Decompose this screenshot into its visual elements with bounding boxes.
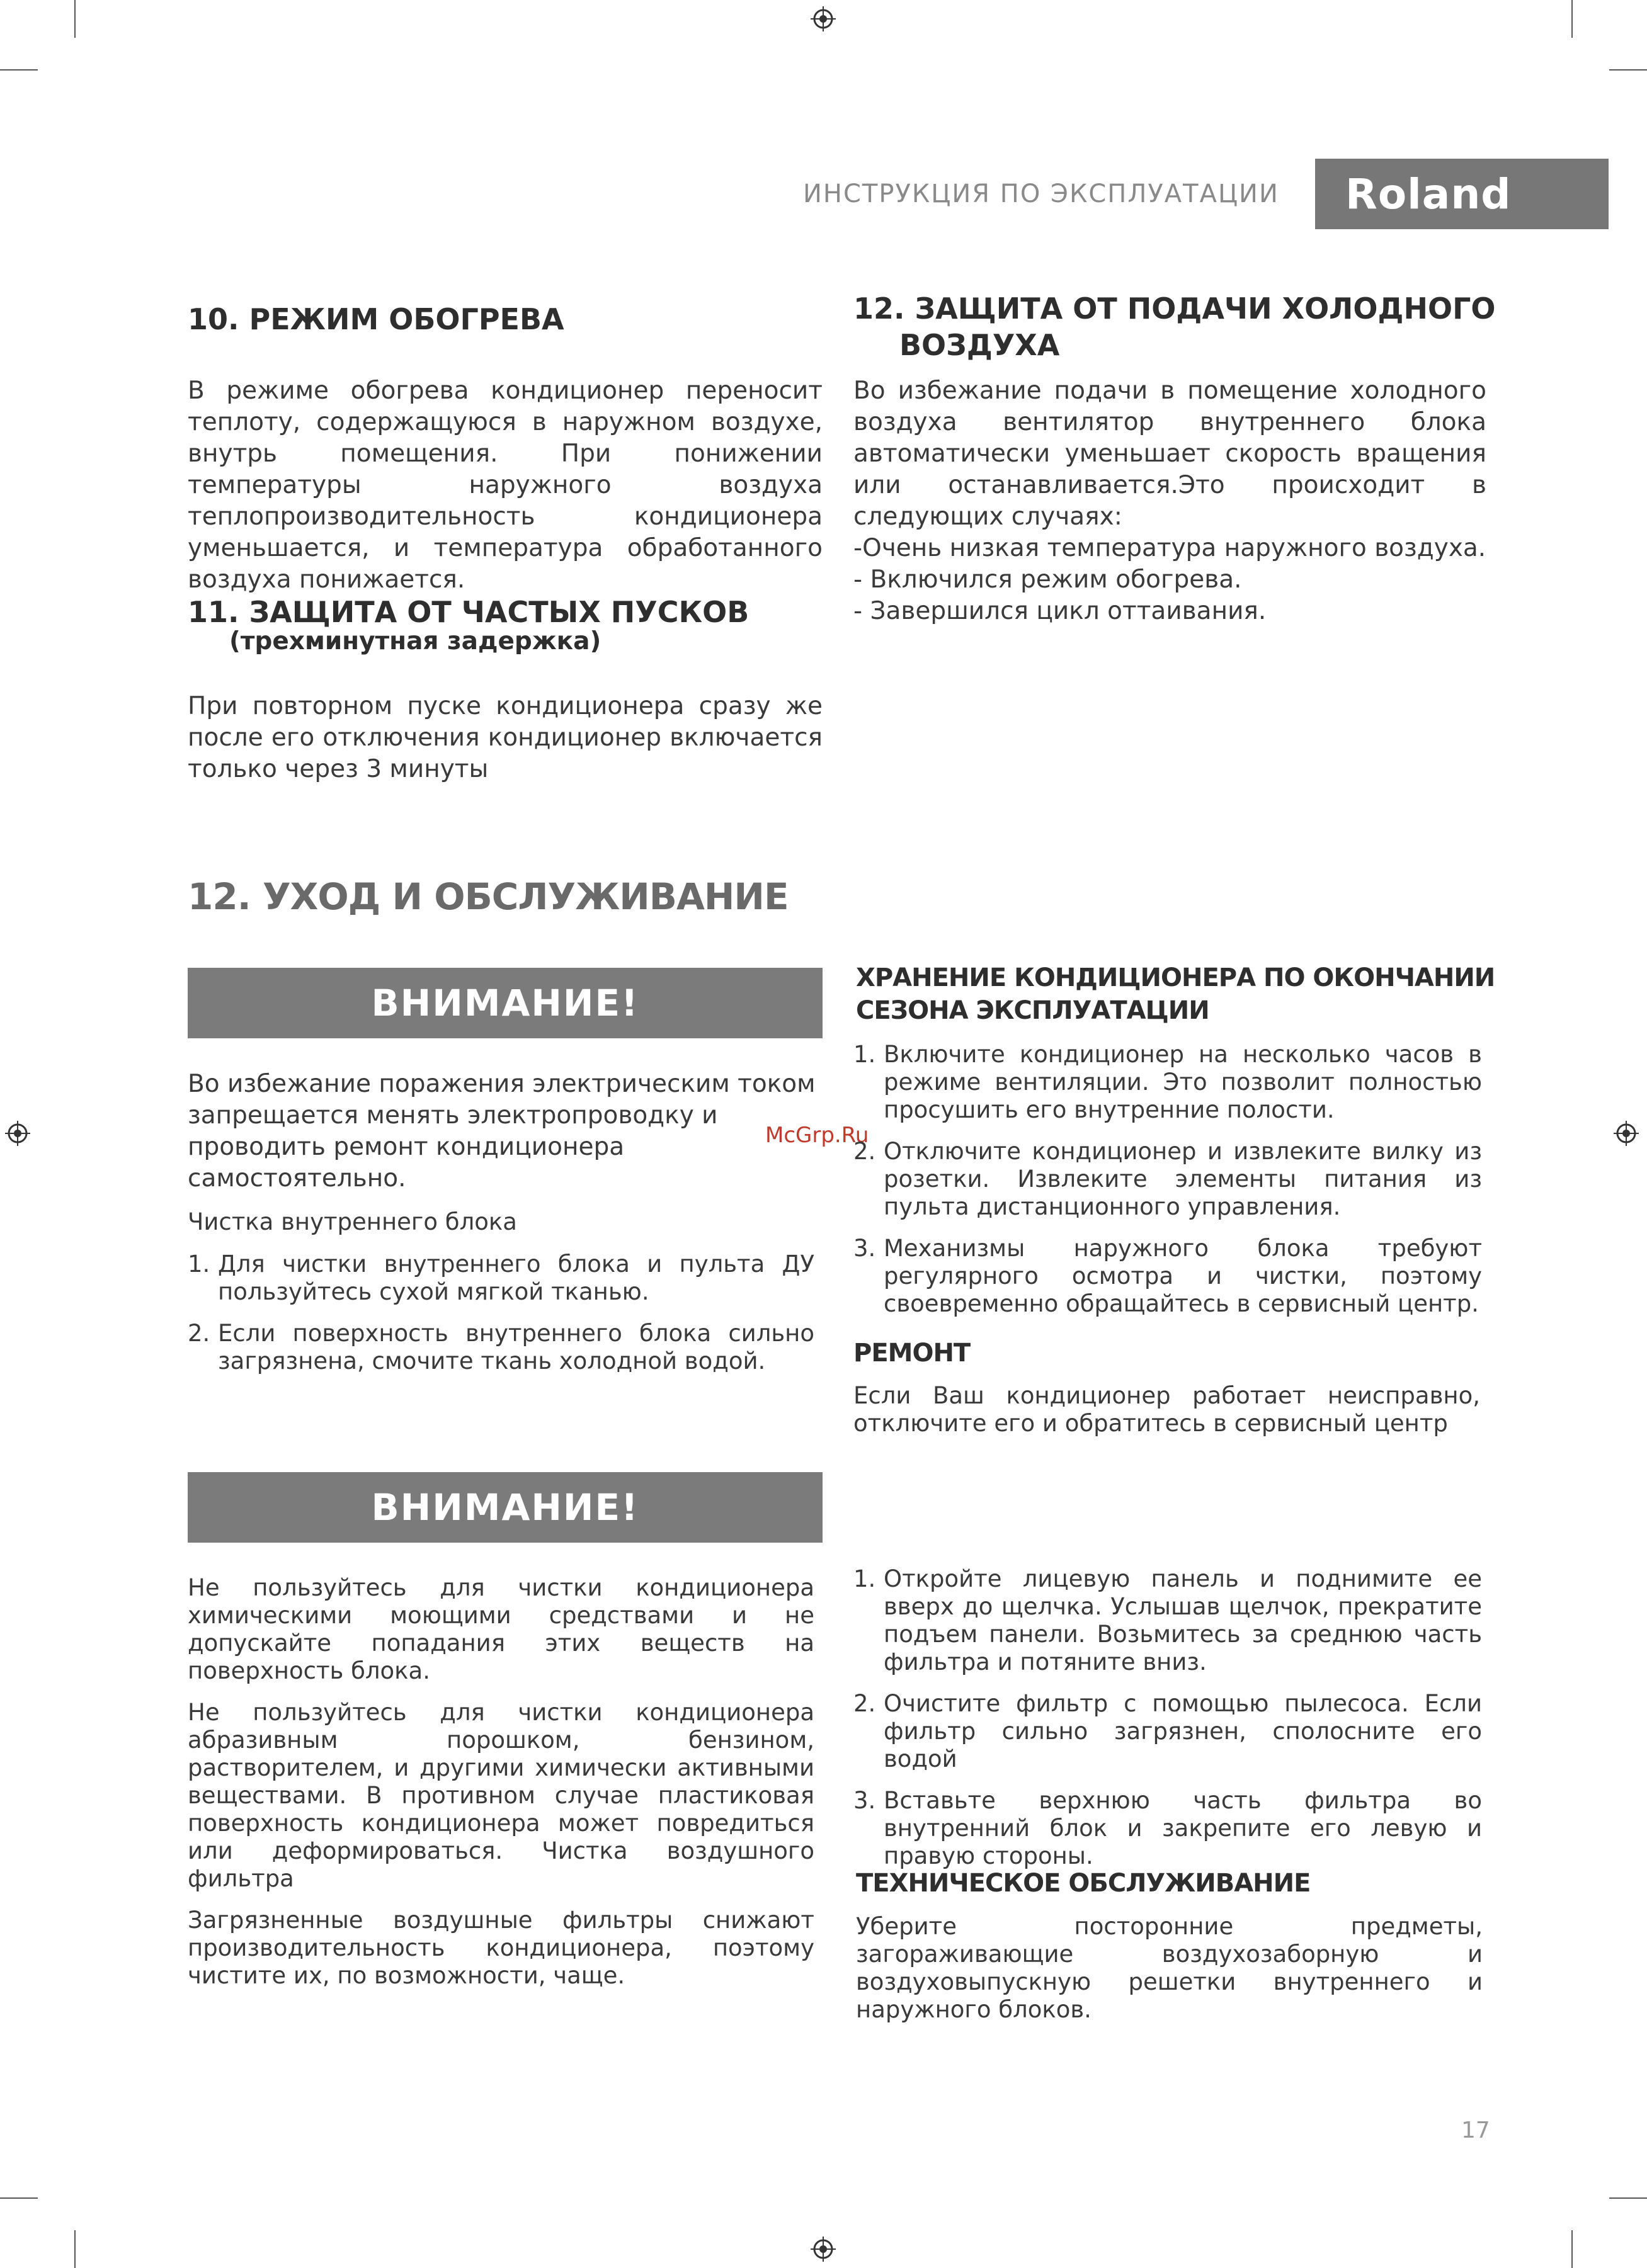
- cleaning-title: Чистка внутреннего блока: [188, 1208, 517, 1235]
- cleaning-list: [188, 1250, 814, 1389]
- maintenance-title: ТЕХНИЧЕСКОЕ ОБСЛУЖИВАНИЕ: [856, 1869, 1311, 1898]
- warning-1-body: Во избежание поражения электрическим током запрещается менять электропроводку и проводить ремонт кондиционера самостоятельно.: [188, 1070, 816, 1193]
- list-item: 2. Если поверхность внутреннего блока сильно загрязнена, смочите ткань холодной водой.: [188, 1320, 814, 1375]
- warning-banner: ВНИМАНИЕ!: [188, 968, 823, 1038]
- list-item: 1. Включите кондиционер на несколько часов в режиме вентиляции. Это позволит полностью просушить его внутренние полости.: [853, 1041, 1482, 1123]
- list-item: 3. Вставьте верхнюю часть фильтра во внутренний блок и закрепите его левую и правую стороны.: [853, 1787, 1482, 1869]
- warning-2-para: Не пользуйтесь для чистки кондиционера абразивным порошком, бензином, растворителем, и другими химически активными веществами. В противном случае пластиковая поверхность кондиционера может повредиться или деформироваться. Чистка воздушного фильтра: [188, 1699, 814, 1892]
- list-item: - Включился режим обогрева.: [853, 565, 1242, 594]
- list-item: 2. Отключите кондиционер и извлеките вилку из розетки. Извлеките элементы питания из пульта дистанционного управления.: [853, 1138, 1482, 1220]
- registration-mark-icon: [5, 1121, 30, 1146]
- list-item: 2. Очистите фильтр с помощью пылесоса. Если фильтр сильно загрязнен, сполосните его водой: [853, 1690, 1482, 1772]
- crop-mark: [0, 2197, 38, 2199]
- section-12-cold-body: Во избежание подачи в помещение холодного воздуха вентилятор внутреннего блока автоматически уменьшает скорость вращения или останавливается.Это происходит в следующих случаях:: [853, 377, 1486, 531]
- crop-mark: [74, 2230, 76, 2268]
- section-11-body: При повторном пуске кондиционера сразу же после его отключения кондиционер включается только через 3 минуты: [188, 692, 823, 783]
- warning-2-body: [188, 1574, 814, 2004]
- storage-list: [853, 1041, 1482, 1332]
- list-item: - Завершился цикл оттаивания.: [853, 597, 1267, 625]
- crop-mark: [1571, 0, 1573, 38]
- list-item: 3. Механизмы наружного блока требуют регулярного осмотра и чистки, поэтому своевременно обращайтесь в сервисный центр.: [853, 1235, 1482, 1317]
- crop-mark: [0, 69, 38, 71]
- warning-banner: ВНИМАНИЕ!: [188, 1472, 823, 1543]
- crop-mark: [1571, 2230, 1573, 2268]
- section-11-title: 11. ЗАЩИТА ОТ ЧАСТЫХ ПУСКОВ: [188, 595, 749, 629]
- section-12-cold-title-line2: ВОЗДУХА: [899, 328, 1060, 362]
- registration-mark-icon: [1614, 1121, 1639, 1146]
- header-title: ИНСТРУКЦИЯ ПО ЭКСПЛУАТАЦИИ: [803, 179, 1279, 208]
- warning-2-para: Загрязненные воздушные фильтры снижают производительность кондиционера, поэтому чистите их, по возможности, чаще.: [188, 1907, 814, 1989]
- registration-mark-icon: [811, 6, 836, 31]
- storage-title-line1: ХРАНЕНИЕ КОНДИЦИОНЕРА ПО ОКОНЧАНИИ: [856, 963, 1495, 992]
- registration-mark-icon: [811, 2237, 836, 2262]
- crop-mark: [1609, 69, 1647, 71]
- section-11-subtitle: (трехминутная задержка): [229, 627, 601, 655]
- watermark: McGrp.Ru: [765, 1123, 869, 1148]
- section-10-body: В режиме обогрева кондиционер переносит теплоту, содержащуюся в наружном воздухе, внутрь помещения. При понижении температуры наружного воздуха теплопроизводительность кондиционера уменьшается, и температура обработанного воздуха понижается.: [188, 377, 823, 594]
- crop-mark: [1609, 2197, 1647, 2199]
- list-item: -Очень низкая температура наружного воздуха.: [853, 534, 1486, 562]
- section-12-cold-list: [853, 533, 1486, 627]
- section-10-title: 10. РЕЖИМ ОБОГРЕВА: [188, 302, 564, 336]
- section-12-cold-title-line1: 12. ЗАЩИТА ОТ ПОДАЧИ ХОЛОДНОГО: [853, 292, 1496, 326]
- repair-title: РЕМОНТ: [853, 1339, 971, 1368]
- warning-2-para: Не пользуйтесь для чистки кондиционера химическими моющими средствами и не допускайте попадания этих веществ на поверхность блока.: [188, 1574, 814, 1684]
- maintenance-body: Уберите посторонние предметы, загораживающие воздухозаборную и воздуховыпускную решетки внутреннего и наружного блоков.: [856, 1913, 1483, 2023]
- crop-mark: [74, 0, 76, 38]
- page-number: 17: [1461, 2118, 1490, 2143]
- list-item: 1. Для чистки внутреннего блока и пульта ДУ пользуйтесь сухой мягкой тканью.: [188, 1250, 814, 1305]
- list-item: 1. Откройте лицевую панель и поднимите ее вверх до щелчка. Услышав щелчок, прекратите подъем панели. Возьмитесь за среднюю часть фильтра и потяните вниз.: [853, 1565, 1482, 1675]
- section-12-care-title: 12. УХОД И ОБСЛУЖИВАНИЕ: [188, 875, 789, 918]
- filter-list: [853, 1565, 1482, 1884]
- brand-logo: Roland: [1315, 159, 1609, 229]
- storage-title-line2: СЕЗОНА ЭКСПЛУАТАЦИИ: [856, 996, 1209, 1025]
- repair-body: Если Ваш кондиционер работает неисправно, отключите его и обратитесь в сервисный центр: [853, 1382, 1480, 1437]
